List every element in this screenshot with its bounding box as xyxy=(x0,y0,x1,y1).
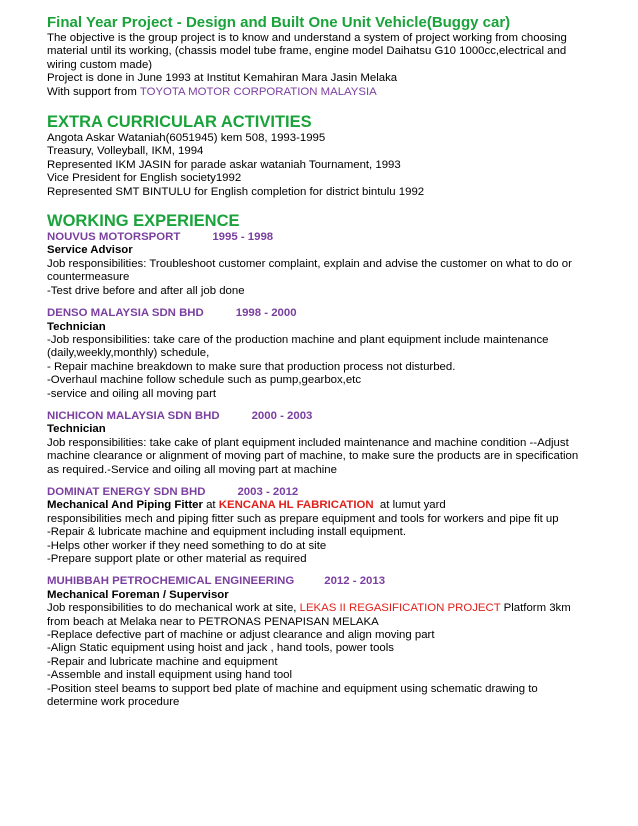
job-duty: -Assemble and install equipment using hand tool xyxy=(47,669,293,682)
job-company-line xyxy=(47,307,617,320)
job-company-line xyxy=(47,231,617,244)
support-org: TOYOTA MOTOR CORPORATION MALAYSIA xyxy=(139,85,377,98)
job-role: Technician xyxy=(47,320,106,333)
role-at: at xyxy=(202,499,219,512)
job-company-line xyxy=(47,410,617,423)
job-duty: -Prepare support plate or other material as required xyxy=(47,553,307,565)
resume-page xyxy=(47,14,617,709)
job-duty-first xyxy=(47,602,617,615)
job-duty: -Overhaul machine follow schedule such as pump,gearbox,etc xyxy=(47,374,362,387)
extra-item: Treasury, Volleyball, IKM, 1994 xyxy=(47,145,204,158)
job-duty: -Helps other worker if they need something to do at site xyxy=(47,539,327,552)
project-line: wiring custom made) xyxy=(47,58,153,71)
project-line: The objective is the group project is to know and understand a system of project working from choosing xyxy=(47,32,567,44)
job-role: Service Advisor xyxy=(47,244,133,257)
job-company-line xyxy=(47,486,617,499)
extra-curricular-heading: EXTRA CURRICULAR ACTIVITIES xyxy=(47,113,312,132)
job-role: Mechanical Foreman / Supervisor xyxy=(47,588,229,601)
company-name: DENSO MALAYSIA SDN BHD xyxy=(47,307,204,320)
project-line: material until its working, (chassis model tube frame, engine model Daihatsu G10 1000cc,electrical and xyxy=(47,45,567,58)
job-duty: determine work procedure xyxy=(47,696,180,709)
duty-suffix: Platform 3km xyxy=(500,602,571,615)
project-line: Project is done in June 1993 at Institut Kemahiran Mara Jasin Melaka xyxy=(47,72,398,85)
job-duty: countermeasure xyxy=(47,271,130,284)
job-duty: as required.-Service and oiling all moving part at machine xyxy=(47,463,337,476)
job-duty: responsibilities mech and piping fitter such as prepare equipment and tools for workers and pipe fit up xyxy=(47,512,559,525)
job-duty: -service and oiling all moving part xyxy=(47,387,217,400)
job-duty: (daily,weekly,monthly) schedule, xyxy=(47,347,210,360)
extra-item: Represented IKM JASIN for parade askar wataniah Tournament, 1993 xyxy=(47,158,401,171)
job-company-line xyxy=(47,575,617,588)
job-years: 2003 - 2012 xyxy=(237,485,299,498)
job-years: 2012 - 2013 xyxy=(324,575,386,588)
support-prefix: With support from xyxy=(47,85,140,98)
job-duty: -Repair & lubricate machine and equipment including install equipment. xyxy=(47,526,407,539)
job-duty: -Align Static equipment using hoist and jack , hand tools, power tools xyxy=(47,642,394,655)
extra-item: Vice President for English society1992 xyxy=(47,172,242,185)
job-years: 2000 - 2003 xyxy=(251,409,313,422)
company-name: NICHICON MALAYSIA SDN BHD xyxy=(47,409,220,422)
job-duty: - Repair machine breakdown to make sure that production process not disturbed. xyxy=(47,360,456,373)
job-role: Technician xyxy=(47,423,106,436)
extra-item: Angota Askar Wataniah(6051945) kem 508, 1993-1995 xyxy=(47,132,326,145)
job-duty: Job responsibilities: take cake of plant equipment included maintenance and machine condition --Adjust xyxy=(47,436,569,449)
job-duty: -Replace defective part of machine or adjust clearance and align moving part xyxy=(47,629,435,642)
job-duty: -Test drive before and after all job done xyxy=(47,284,245,297)
job-duty: from beach at Melaka near to PETRONAS PENAPISAN MELAKA xyxy=(47,615,379,628)
company-name: MUHIBBAH PETROCHEMICAL ENGINEERING xyxy=(47,575,295,588)
project-title: Final Year Project - Design and Built One Unit Vehicle(Buggy car) xyxy=(47,14,511,31)
project-support xyxy=(47,86,617,99)
working-experience-heading: WORKING EXPERIENCE xyxy=(47,212,240,231)
job-duty: machine clearance or alignment of moving part of machine, to make sure the products are in specification xyxy=(47,450,579,463)
job-role-line xyxy=(47,499,617,512)
job-duty: -Job responsibilities: take care of the production machine and plant equipment include maintenance xyxy=(47,333,549,346)
job-duty: Job responsibilities: Troubleshoot customer complaint, explain and advise the customer on what to do or xyxy=(47,257,572,270)
role-location: at lumut yard xyxy=(373,499,446,512)
job-duty: -Repair and lubricate machine and equipment xyxy=(47,655,278,668)
duty-prefix: Job responsibilities to do mechanical work at site, xyxy=(47,602,300,615)
job-duty: -Position steel beams to support bed plate of machine and equipment using schematic drawing to xyxy=(47,682,538,695)
job-years: 1995 - 1998 xyxy=(212,231,274,244)
project-highlight: LEKAS II REGASIFICATION PROJECT xyxy=(299,602,501,615)
company-name: NOUVUS MOTORSPORT xyxy=(47,231,181,244)
role-company: KENCANA HL FABRICATION xyxy=(218,499,374,512)
job-years: 1998 - 2000 xyxy=(235,307,297,320)
job-role: Mechanical And Piping Fitter xyxy=(47,499,203,512)
extra-item: Represented SMT BINTULU for English completion for district bintulu 1992 xyxy=(47,185,425,198)
company-name: DOMINAT ENERGY SDN BHD xyxy=(47,485,206,498)
